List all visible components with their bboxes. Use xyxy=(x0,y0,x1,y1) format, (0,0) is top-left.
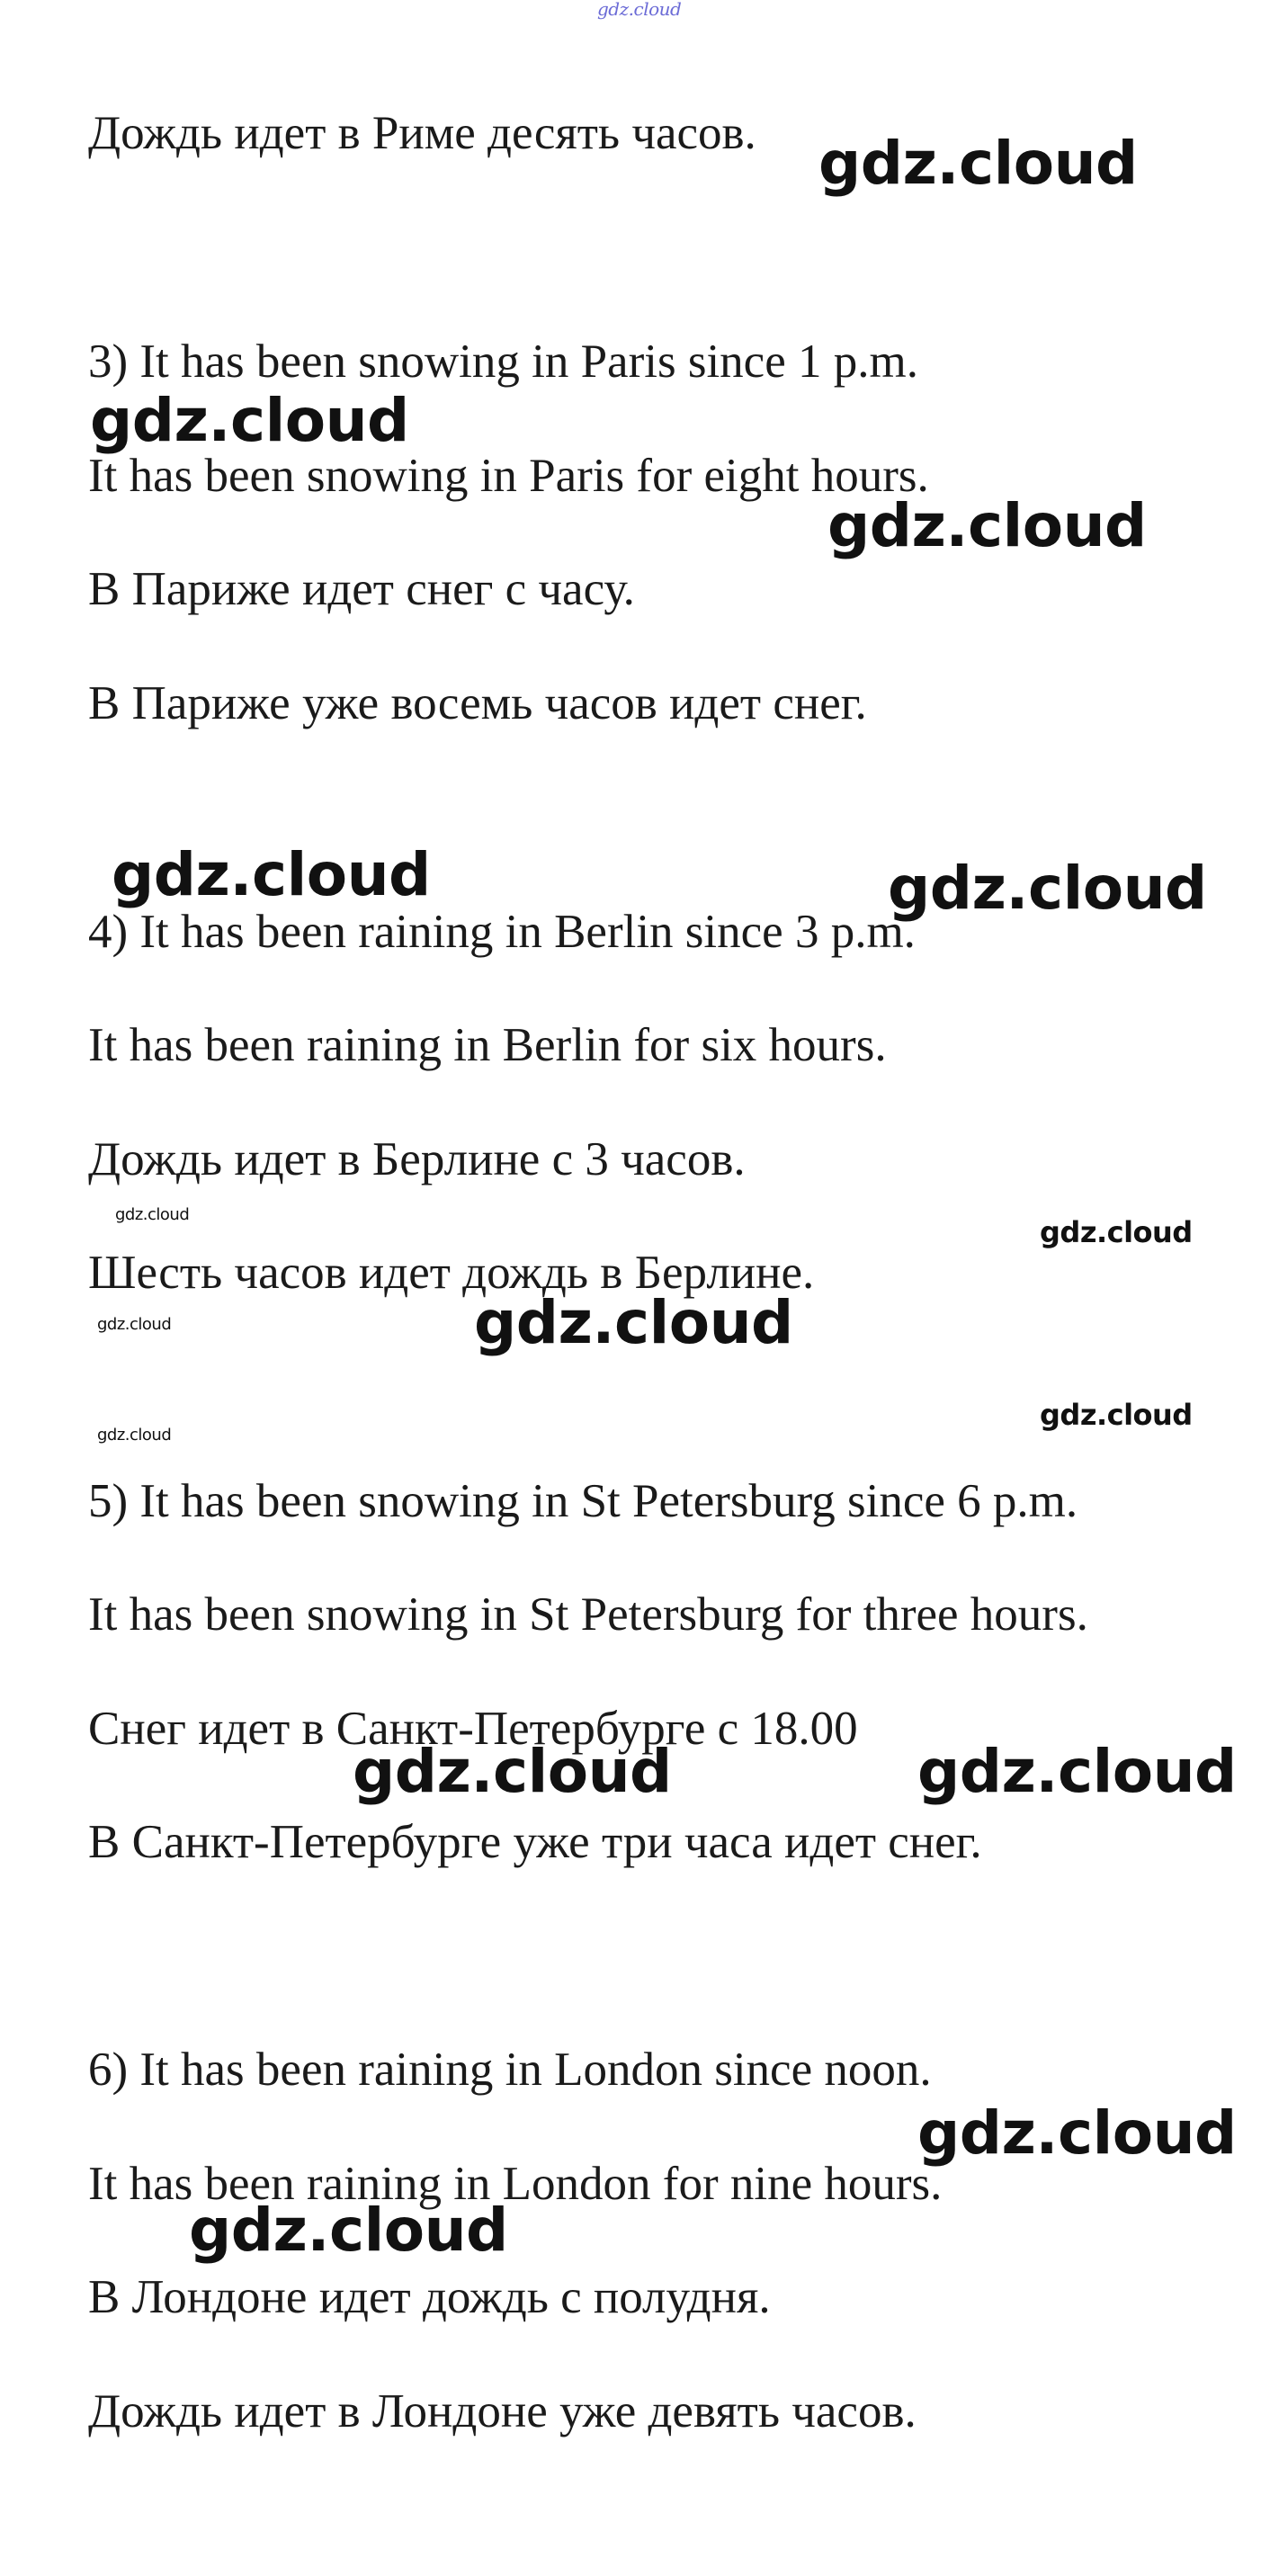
watermark: gdz.cloud xyxy=(818,129,1138,198)
watermark: gdz.cloud xyxy=(888,854,1207,923)
watermark: gdz.cloud xyxy=(97,1426,172,1445)
text-line: В Лондоне идет дождь с полудня. xyxy=(88,2271,771,2323)
header-watermark: gdz.cloud xyxy=(597,0,682,20)
text-line: 3) It has been snowing in Paris since 1 p.m. xyxy=(88,335,918,388)
watermark: gdz.cloud xyxy=(97,1315,172,1334)
watermark: gdz.cloud xyxy=(189,2196,508,2265)
text-line: Дождь идет в Лондоне уже девять часов. xyxy=(88,2385,917,2437)
watermark: gdz.cloud xyxy=(827,491,1147,560)
text-line: It has been raining in Berlin for six hours. xyxy=(88,1019,887,1071)
text-line: 6) It has been raining in London since noon. xyxy=(88,2044,932,2096)
watermark: gdz.cloud xyxy=(474,1288,793,1357)
text-line: It has been snowing in St Petersburg for three hours. xyxy=(88,1588,1088,1641)
text-line: Дождь идет в Риме десять часов. xyxy=(88,107,756,159)
text-line: В Санкт-Петербурге уже три часа идет снег. xyxy=(88,1816,982,1868)
watermark: gdz.cloud xyxy=(115,1205,190,1224)
text-line: Дождь идет в Берлине с 3 часов. xyxy=(88,1133,746,1185)
watermark: gdz.cloud xyxy=(917,1737,1237,1806)
watermark: gdz.cloud xyxy=(90,386,409,455)
text-line: 5) It has been snowing in St Petersburg since 6 p.m. xyxy=(88,1475,1078,1527)
text-line: Снег идет в Санкт-Петербурге с 18.00 xyxy=(88,1703,858,1755)
text-line: It has been raining in London for nine hours. xyxy=(88,2158,943,2210)
text-line: В Париже идет снег с часу. xyxy=(88,563,635,615)
text-line: 4) It has been raining in Berlin since 3 p.m. xyxy=(88,906,916,958)
watermark: gdz.cloud xyxy=(112,840,431,909)
text-line: It has been snowing in Paris for eight hours. xyxy=(88,450,929,502)
watermark: gdz.cloud xyxy=(917,2098,1237,2168)
watermark: gdz.cloud xyxy=(1040,1398,1193,1432)
watermark: gdz.cloud xyxy=(1040,1215,1193,1249)
text-line: В Париже уже восемь часов идет снег. xyxy=(88,677,867,729)
text-line: Шесть часов идет дождь в Берлине. xyxy=(88,1247,815,1299)
watermark: gdz.cloud xyxy=(353,1737,672,1806)
